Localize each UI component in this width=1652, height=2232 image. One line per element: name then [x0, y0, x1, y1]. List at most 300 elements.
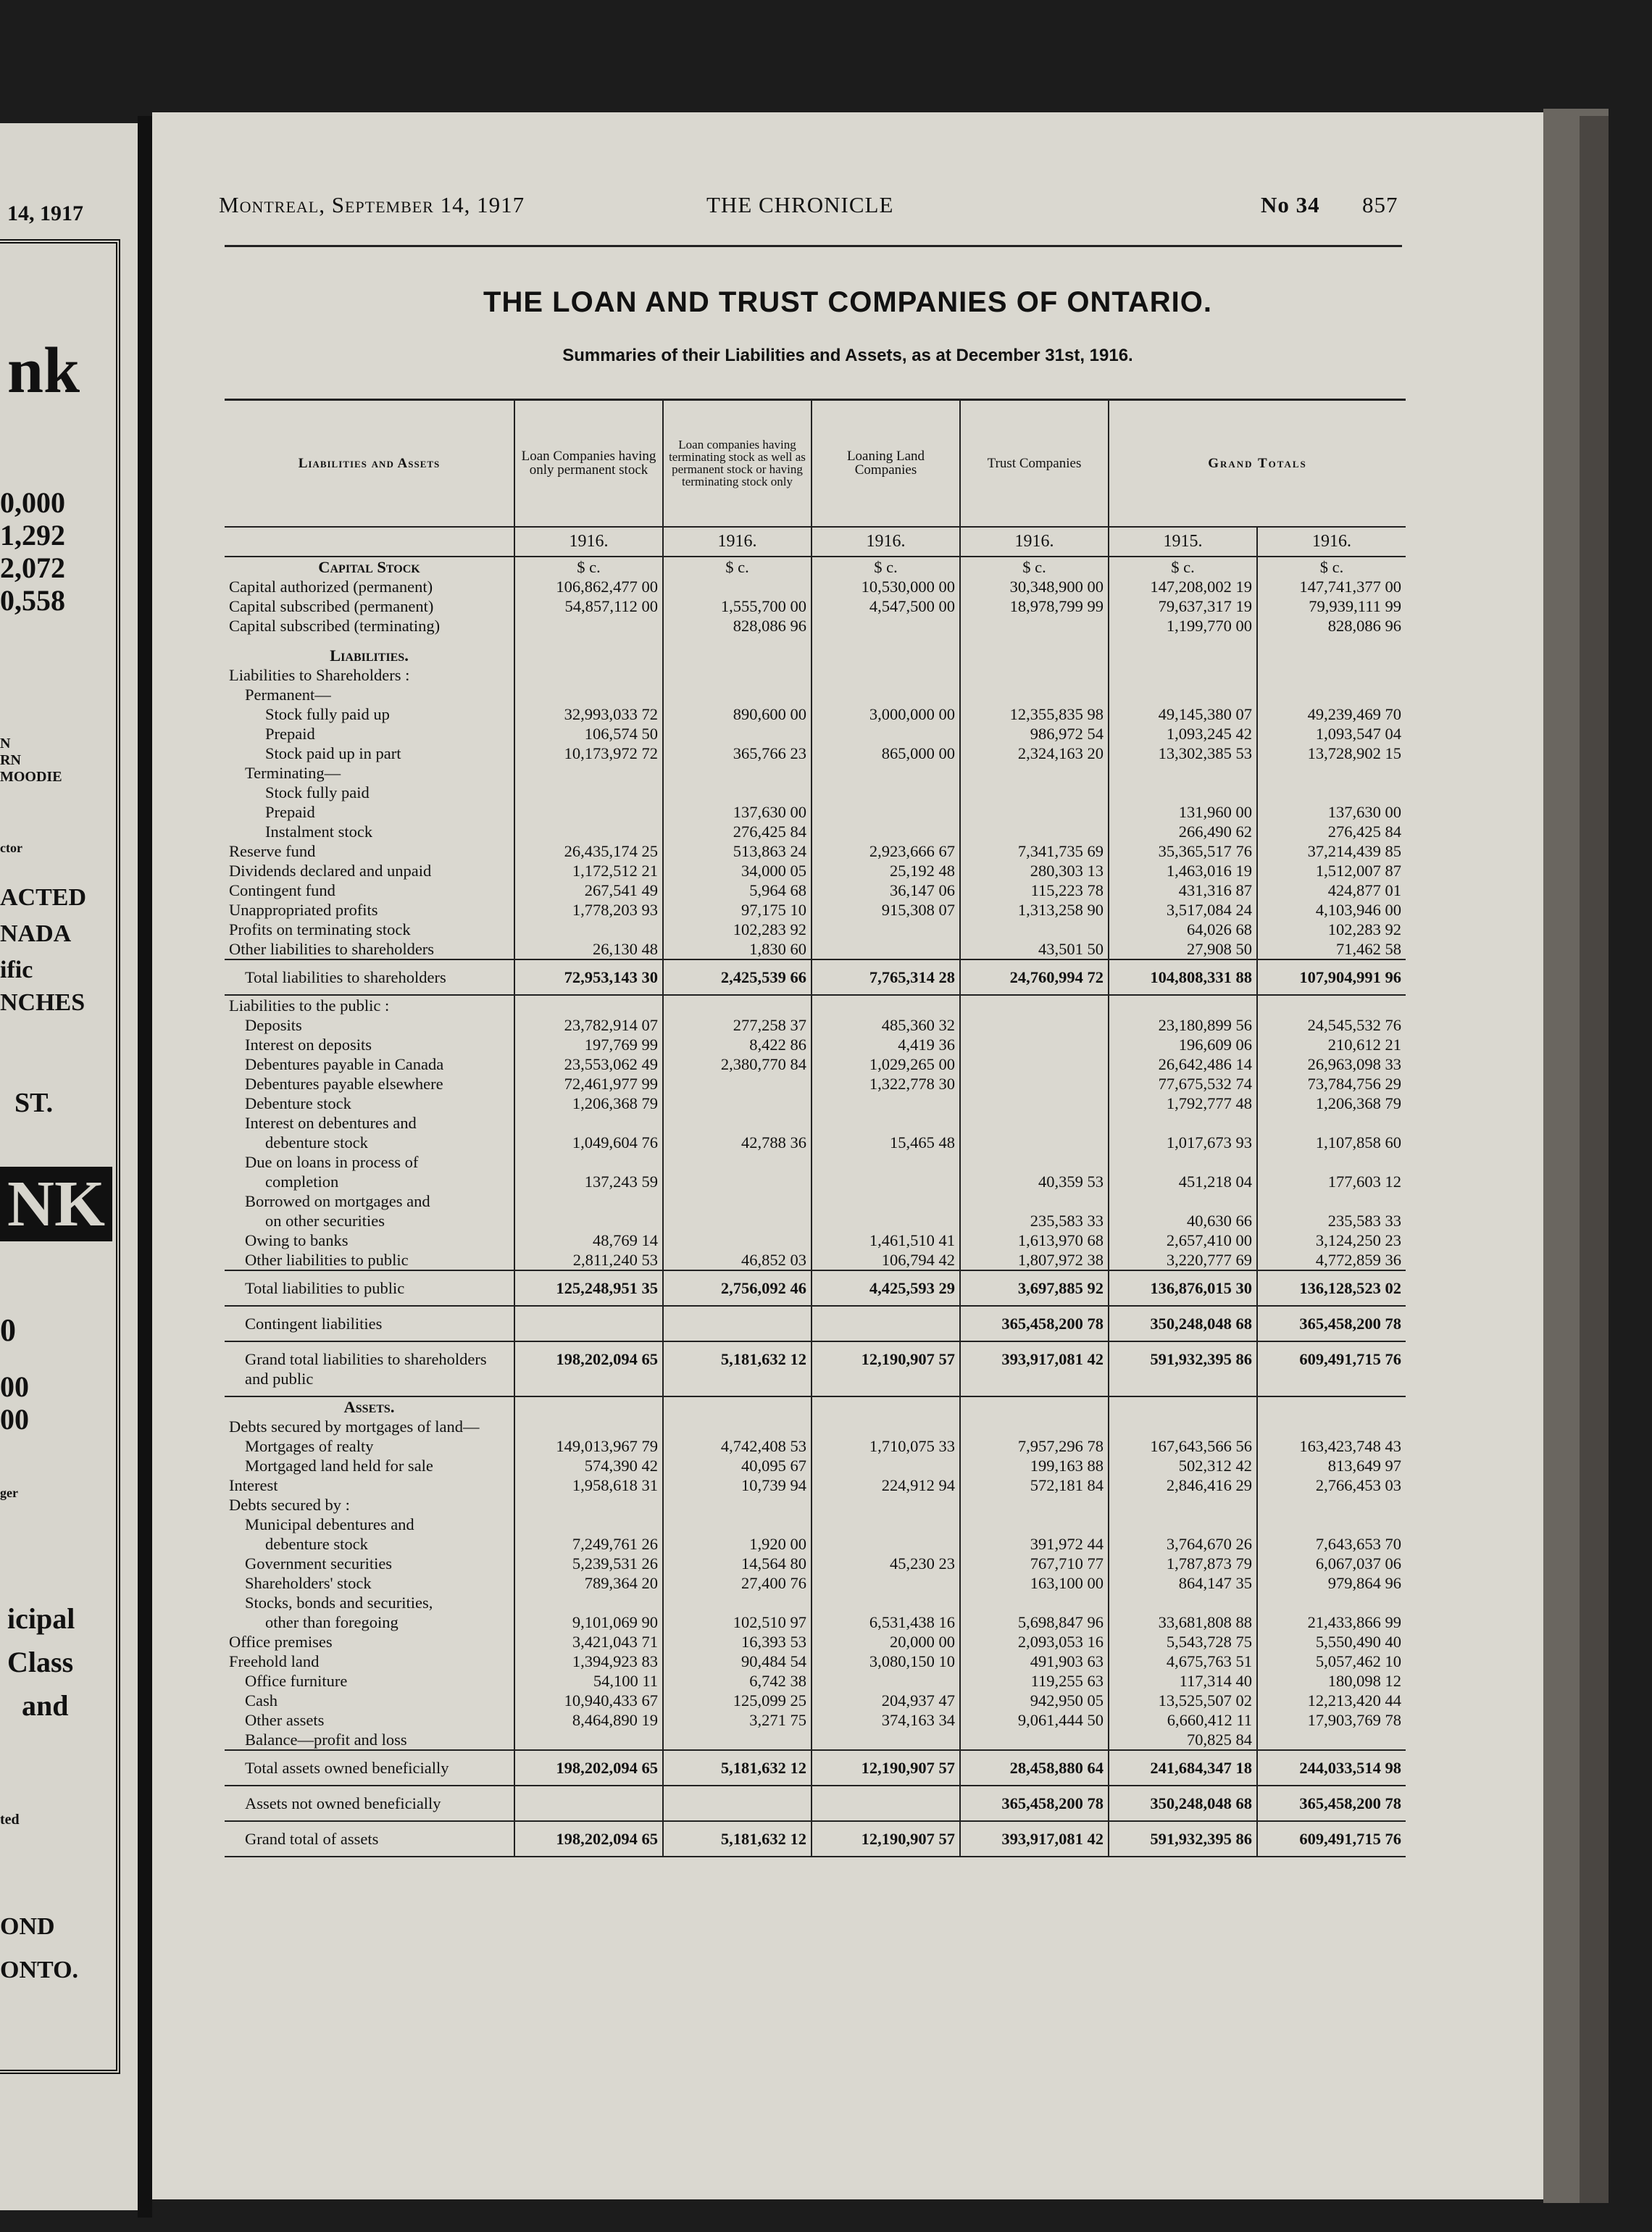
row-value: 1,807,972 38 [960, 1250, 1109, 1270]
row-label: Profits on terminating stock [229, 920, 411, 938]
row-value: 6,742 38 [663, 1671, 812, 1691]
row-value: 37,214,439 85 [1257, 841, 1406, 861]
table-row [225, 1152, 1406, 1172]
row-value [663, 1786, 812, 1821]
row-value [514, 1396, 663, 1417]
row-value [663, 1230, 812, 1250]
table-row [225, 1436, 1406, 1456]
row-value: 13,728,902 15 [1257, 744, 1406, 763]
row-label: completion [265, 1172, 339, 1191]
row-label: Capital subscribed (terminating) [229, 616, 441, 635]
row-value: 572,181 84 [960, 1475, 1109, 1495]
row-value [663, 1113, 812, 1133]
row-value: 24,760,994 72 [960, 959, 1109, 995]
row-value [514, 636, 663, 646]
row-value [663, 724, 812, 744]
row-value: 2,923,666 67 [812, 841, 960, 861]
left-fragment: ST. [14, 1088, 54, 1118]
table-row [225, 1172, 1406, 1191]
row-value [514, 783, 663, 802]
row-value [812, 1534, 960, 1554]
row-value: 167,643,566 56 [1109, 1436, 1257, 1456]
year-label: 1916. [960, 527, 1109, 557]
row-label: Capital Stock [318, 557, 420, 576]
row-value [1257, 646, 1406, 665]
row-value [514, 1191, 663, 1211]
row-value: 365,458,200 78 [960, 1306, 1109, 1341]
row-value: 70,825 84 [1109, 1730, 1257, 1750]
page-edge [1580, 116, 1609, 2203]
row-value [1109, 995, 1257, 1015]
row-value: 115,223 78 [960, 880, 1109, 900]
row-value [812, 1094, 960, 1113]
row-value: 5,543,728 75 [1109, 1632, 1257, 1652]
row-value: 26,130 48 [514, 939, 663, 959]
row-value: 10,739 94 [663, 1475, 812, 1495]
table-row [225, 665, 1406, 685]
row-value [812, 636, 960, 646]
row-value [1109, 665, 1257, 685]
row-value: 2,756,092 46 [663, 1270, 812, 1306]
column-header-label: Liabilities and Assets [298, 455, 441, 471]
row-value [960, 822, 1109, 841]
row-value: 2,766,453 03 [1257, 1475, 1406, 1495]
page-title: THE LOAN AND TRUST COMPANIES OF ONTARIO. [483, 286, 1212, 318]
row-label: Municipal debentures and [245, 1515, 414, 1533]
row-value: 1,206,368 79 [1257, 1094, 1406, 1113]
row-value: 26,642,486 14 [1109, 1054, 1257, 1074]
row-value: 1,017,673 93 [1109, 1133, 1257, 1152]
row-value: 1,172,512 21 [514, 861, 663, 880]
row-value: 1,206,368 79 [514, 1094, 663, 1113]
row-value: 13,302,385 53 [1109, 744, 1257, 763]
table-row [225, 880, 1406, 900]
row-value: $ c. [960, 557, 1109, 577]
left-fragment: 0,558 [0, 584, 65, 617]
table-row [225, 1475, 1406, 1495]
row-value [812, 1191, 960, 1211]
table-row [225, 616, 1406, 636]
row-value: 79,939,111 99 [1257, 596, 1406, 616]
row-value: 1,322,778 30 [812, 1074, 960, 1094]
row-value: 5,181,632 12 [663, 1750, 812, 1786]
row-value: 131,960 00 [1109, 802, 1257, 822]
row-value: 3,124,250 23 [1257, 1230, 1406, 1250]
row-value: $ c. [514, 557, 663, 577]
row-value [514, 1515, 663, 1534]
row-value: 1,093,547 04 [1257, 724, 1406, 744]
left-fragment: 0,000 [0, 486, 65, 519]
row-value: 20,000 00 [812, 1632, 960, 1652]
row-value [1257, 1730, 1406, 1750]
row-value: 864,147 35 [1109, 1573, 1257, 1593]
row-value: 90,484 54 [663, 1652, 812, 1671]
row-value: 43,501 50 [960, 939, 1109, 959]
row-value [514, 1152, 663, 1172]
row-value: $ c. [663, 557, 812, 577]
row-value: 491,903 63 [960, 1652, 1109, 1671]
row-value [812, 1593, 960, 1612]
row-value [812, 920, 960, 939]
row-label: Stock fully paid up [265, 704, 390, 723]
row-value: 18,978,799 99 [960, 596, 1109, 616]
table-row [225, 1652, 1406, 1671]
row-value: 21,433,866 99 [1257, 1612, 1406, 1632]
left-fragment: N [0, 736, 11, 751]
row-value: 3,421,043 71 [514, 1632, 663, 1652]
row-value [812, 939, 960, 959]
row-value: 915,308 07 [812, 900, 960, 920]
row-value [514, 616, 663, 636]
row-value: 27,908 50 [1109, 939, 1257, 959]
row-value: 33,681,808 88 [1109, 1612, 1257, 1632]
row-value: 1,710,075 33 [812, 1436, 960, 1456]
row-value: 277,258 37 [663, 1015, 812, 1035]
row-value: 54,100 11 [514, 1671, 663, 1691]
row-value: 1,313,258 90 [960, 900, 1109, 920]
table-row [225, 1786, 1406, 1821]
row-value: 199,163 88 [960, 1456, 1109, 1475]
row-value: 241,684,347 18 [1109, 1750, 1257, 1786]
row-value: 828,086 96 [1257, 616, 1406, 636]
row-value: 1,778,203 93 [514, 900, 663, 920]
row-value [960, 1054, 1109, 1074]
left-fragment: NK [0, 1167, 112, 1241]
row-value: 97,175 10 [663, 900, 812, 920]
row-value: 513,863 24 [663, 841, 812, 861]
left-fragment: 0 [0, 1312, 16, 1348]
table-row [225, 1534, 1406, 1554]
row-value [812, 763, 960, 783]
row-value [960, 763, 1109, 783]
row-value [960, 685, 1109, 704]
table-row [225, 1211, 1406, 1230]
row-value: 1,093,245 42 [1109, 724, 1257, 744]
row-value: 1,512,007 87 [1257, 861, 1406, 880]
table-row [225, 636, 1406, 646]
row-label: Cash [245, 1691, 278, 1710]
row-value: 451,218 04 [1109, 1172, 1257, 1191]
row-value [514, 1417, 663, 1436]
row-value: 46,852 03 [663, 1250, 812, 1270]
row-label: Total liabilities to shareholders [225, 959, 514, 995]
row-value [812, 685, 960, 704]
row-value: 102,283 92 [1257, 920, 1406, 939]
row-value [960, 1495, 1109, 1515]
row-value: 163,423,748 43 [1257, 1436, 1406, 1456]
row-value [1109, 763, 1257, 783]
row-value: 106,574 50 [514, 724, 663, 744]
row-value: 3,220,777 69 [1109, 1250, 1257, 1270]
table-row [225, 1515, 1406, 1534]
row-value: 25,192 48 [812, 861, 960, 880]
row-value: 210,612 21 [1257, 1035, 1406, 1054]
row-value: 48,769 14 [514, 1230, 663, 1250]
row-value [960, 1396, 1109, 1417]
table-row [225, 1074, 1406, 1094]
table-row [225, 1094, 1406, 1113]
row-label: Other assets [245, 1710, 325, 1729]
row-value: 32,993,033 72 [514, 704, 663, 724]
left-fragment: 00 [0, 1403, 29, 1436]
row-value [812, 1211, 960, 1230]
row-value [514, 1730, 663, 1750]
left-fragment: ted [0, 1812, 20, 1828]
row-label: Capital authorized (permanent) [229, 577, 433, 596]
row-value [1257, 763, 1406, 783]
table-row [225, 1495, 1406, 1515]
row-value [663, 1515, 812, 1534]
row-value [1257, 1396, 1406, 1417]
row-value: 609,491,715 76 [1257, 1821, 1406, 1857]
row-value: 49,145,380 07 [1109, 704, 1257, 724]
row-value: 1,199,770 00 [1109, 616, 1257, 636]
row-label: Debentures payable in Canada [245, 1054, 444, 1073]
row-value: 197,769 99 [514, 1035, 663, 1054]
row-value: 147,208,002 19 [1109, 577, 1257, 596]
table-row [225, 1341, 1406, 1396]
row-value [812, 646, 960, 665]
row-value: 6,531,438 16 [812, 1612, 960, 1632]
row-value: 10,173,972 72 [514, 744, 663, 763]
table-row [225, 1054, 1406, 1074]
table-row [225, 1015, 1406, 1035]
row-value: 196,609 06 [1109, 1035, 1257, 1054]
row-value [960, 783, 1109, 802]
row-value: 9,061,444 50 [960, 1710, 1109, 1730]
row-value: 198,202,094 65 [514, 1750, 663, 1786]
table-row [225, 1554, 1406, 1573]
summary-table-wrapper [225, 399, 1402, 1857]
row-value [812, 616, 960, 636]
row-value: 276,425 84 [663, 822, 812, 841]
row-value: 136,876,015 30 [1109, 1270, 1257, 1306]
row-value: 979,864 96 [1257, 1573, 1406, 1593]
row-value: $ c. [1109, 557, 1257, 577]
row-label [225, 636, 514, 646]
row-value: 12,190,907 57 [812, 1341, 960, 1396]
row-value: 5,698,847 96 [960, 1612, 1109, 1632]
year-label: 1916. [1257, 527, 1406, 557]
row-value [960, 636, 1109, 646]
row-value [514, 685, 663, 704]
row-value: 3,271 75 [663, 1710, 812, 1730]
row-value [663, 1094, 812, 1113]
row-value [1257, 1593, 1406, 1612]
row-value [1109, 1191, 1257, 1211]
row-value [812, 665, 960, 685]
row-value [663, 1593, 812, 1612]
table-row [225, 783, 1406, 802]
row-value: 5,550,490 40 [1257, 1632, 1406, 1652]
row-label: Stocks, bonds and securities, [245, 1593, 433, 1612]
row-value: 865,000 00 [812, 744, 960, 763]
table-row [225, 1821, 1406, 1857]
row-value [514, 822, 663, 841]
row-value [1109, 1396, 1257, 1417]
row-value: 1,107,858 60 [1257, 1133, 1406, 1152]
row-value [1257, 1191, 1406, 1211]
row-value: 45,230 23 [812, 1554, 960, 1573]
row-label: Mortgaged land held for sale [245, 1456, 433, 1475]
row-label: Dividends declared and unpaid [229, 861, 432, 880]
table-row [225, 1191, 1406, 1211]
row-value: 6,660,412 11 [1109, 1710, 1257, 1730]
table-row [225, 822, 1406, 841]
row-value [663, 646, 812, 665]
row-value [1257, 783, 1406, 802]
row-value: 789,364 20 [514, 1573, 663, 1593]
row-value: 2,324,163 20 [960, 744, 1109, 763]
row-value [514, 995, 663, 1015]
row-value: 125,248,951 35 [514, 1270, 663, 1306]
left-fragment: ONTO. [0, 1957, 79, 1983]
row-value: 35,365,517 76 [1109, 841, 1257, 861]
row-value: 34,000 05 [663, 861, 812, 880]
row-value [960, 1593, 1109, 1612]
row-value [663, 636, 812, 646]
header-rule [225, 245, 1402, 247]
row-value: 16,393 53 [663, 1632, 812, 1652]
row-value [812, 1573, 960, 1593]
row-value: 1,792,777 48 [1109, 1094, 1257, 1113]
row-value: 1,463,016 19 [1109, 861, 1257, 880]
row-label: Total liabilities to public [225, 1270, 514, 1306]
row-value: 591,932,395 86 [1109, 1341, 1257, 1396]
row-value: 4,103,946 00 [1257, 900, 1406, 920]
left-fragment: 2,072 [0, 551, 65, 584]
table-row [225, 1573, 1406, 1593]
row-value: 393,917,081 42 [960, 1821, 1109, 1857]
row-value [1109, 1113, 1257, 1133]
row-value: 2,657,410 00 [1109, 1230, 1257, 1250]
row-value [663, 1495, 812, 1515]
row-value: 1,613,970 68 [960, 1230, 1109, 1250]
table-row [225, 744, 1406, 763]
row-value [1257, 1515, 1406, 1534]
row-value: 393,917,081 42 [960, 1341, 1109, 1396]
row-label: debenture stock [265, 1534, 368, 1553]
row-value: 104,808,331 88 [1109, 959, 1257, 995]
table-row [225, 1417, 1406, 1436]
table-row [225, 1691, 1406, 1710]
left-fragment: RN [0, 752, 21, 768]
row-value: 12,355,835 98 [960, 704, 1109, 724]
table-row [225, 1035, 1406, 1054]
row-value: 106,862,477 00 [514, 577, 663, 596]
row-value: 1,555,700 00 [663, 596, 812, 616]
left-fragment: ACTED [0, 884, 87, 911]
left-fragment: Class [7, 1646, 74, 1678]
row-value [960, 802, 1109, 822]
page-subtitle: Summaries of their Liabilities and Assets, as at December 31st, 1916. [562, 346, 1133, 365]
row-label: Other liabilities to public [245, 1250, 409, 1269]
left-fragment: and [22, 1689, 69, 1722]
row-value: 942,950 05 [960, 1691, 1109, 1710]
row-value: 2,846,416 29 [1109, 1475, 1257, 1495]
row-value: 267,541 49 [514, 880, 663, 900]
row-value [960, 920, 1109, 939]
table-row [225, 1750, 1406, 1786]
row-value [1257, 1113, 1406, 1133]
row-value [663, 685, 812, 704]
left-fragment: 1,292 [0, 519, 65, 551]
row-value: 7,643,653 70 [1257, 1534, 1406, 1554]
row-value: 137,243 59 [514, 1172, 663, 1191]
row-value [514, 802, 663, 822]
row-value [812, 1396, 960, 1417]
row-value: 30,348,900 00 [960, 577, 1109, 596]
running-header-date: Montreal, September 14, 1917 [219, 192, 525, 217]
left-fragment: ger [0, 1486, 18, 1500]
row-value: 64,026 68 [1109, 920, 1257, 939]
page-number: 857 [1362, 192, 1398, 217]
row-value: 7,341,735 69 [960, 841, 1109, 861]
row-label: Stock paid up in part [265, 744, 401, 762]
year-label: 1916. [514, 527, 663, 557]
row-value: 4,772,859 36 [1257, 1250, 1406, 1270]
left-page-fragment [0, 123, 138, 2210]
row-value [960, 1035, 1109, 1054]
row-value: 23,180,899 56 [1109, 1015, 1257, 1035]
column-header-loan-terminating: Loan companies having terminating stock as well as permanent stock or having terminating stock only [663, 400, 812, 527]
row-value [812, 802, 960, 822]
row-value: 365,458,200 78 [1257, 1786, 1406, 1821]
left-fragment: NADA [0, 920, 72, 947]
row-value [1109, 1515, 1257, 1534]
row-value [960, 665, 1109, 685]
row-value: 224,912 94 [812, 1475, 960, 1495]
row-value [514, 1113, 663, 1133]
row-label: Freehold land [229, 1652, 320, 1670]
row-value [812, 1671, 960, 1691]
row-value: 27,400 76 [663, 1573, 812, 1593]
row-value [812, 1495, 960, 1515]
row-value: 180,098 12 [1257, 1671, 1406, 1691]
table-row [225, 1133, 1406, 1152]
row-label: Unappropriated profits [229, 900, 378, 919]
row-value: 7,249,761 26 [514, 1534, 663, 1554]
row-value: 3,080,150 10 [812, 1652, 960, 1671]
running-header-title: THE CHRONICLE [706, 192, 894, 217]
row-value: 117,314 40 [1109, 1671, 1257, 1691]
row-value: 15,465 48 [812, 1133, 960, 1152]
row-label: Mortgages of realty [245, 1436, 374, 1455]
row-value [1109, 1152, 1257, 1172]
row-value [812, 1786, 960, 1821]
column-header-trust: Trust Companies [960, 400, 1109, 527]
row-value [812, 1417, 960, 1436]
year-label: 1916. [812, 527, 960, 557]
row-value: 767,710 77 [960, 1554, 1109, 1573]
row-value [960, 1113, 1109, 1133]
row-value: 2,093,053 16 [960, 1632, 1109, 1652]
row-value: 365,766 23 [663, 744, 812, 763]
row-label: Stock fully paid [265, 783, 370, 801]
table-row [225, 1230, 1406, 1250]
row-value: 3,517,084 24 [1109, 900, 1257, 920]
row-label: Deposits [245, 1015, 302, 1034]
row-value: $ c. [812, 557, 960, 577]
row-value: 235,583 33 [960, 1211, 1109, 1230]
left-fragment: ctor [0, 841, 22, 855]
row-value [960, 1191, 1109, 1211]
row-value [1257, 1152, 1406, 1172]
table-row [225, 646, 1406, 665]
row-label: Balance—profit and loss [245, 1730, 407, 1749]
row-value [663, 763, 812, 783]
row-value: 26,435,174 25 [514, 841, 663, 861]
